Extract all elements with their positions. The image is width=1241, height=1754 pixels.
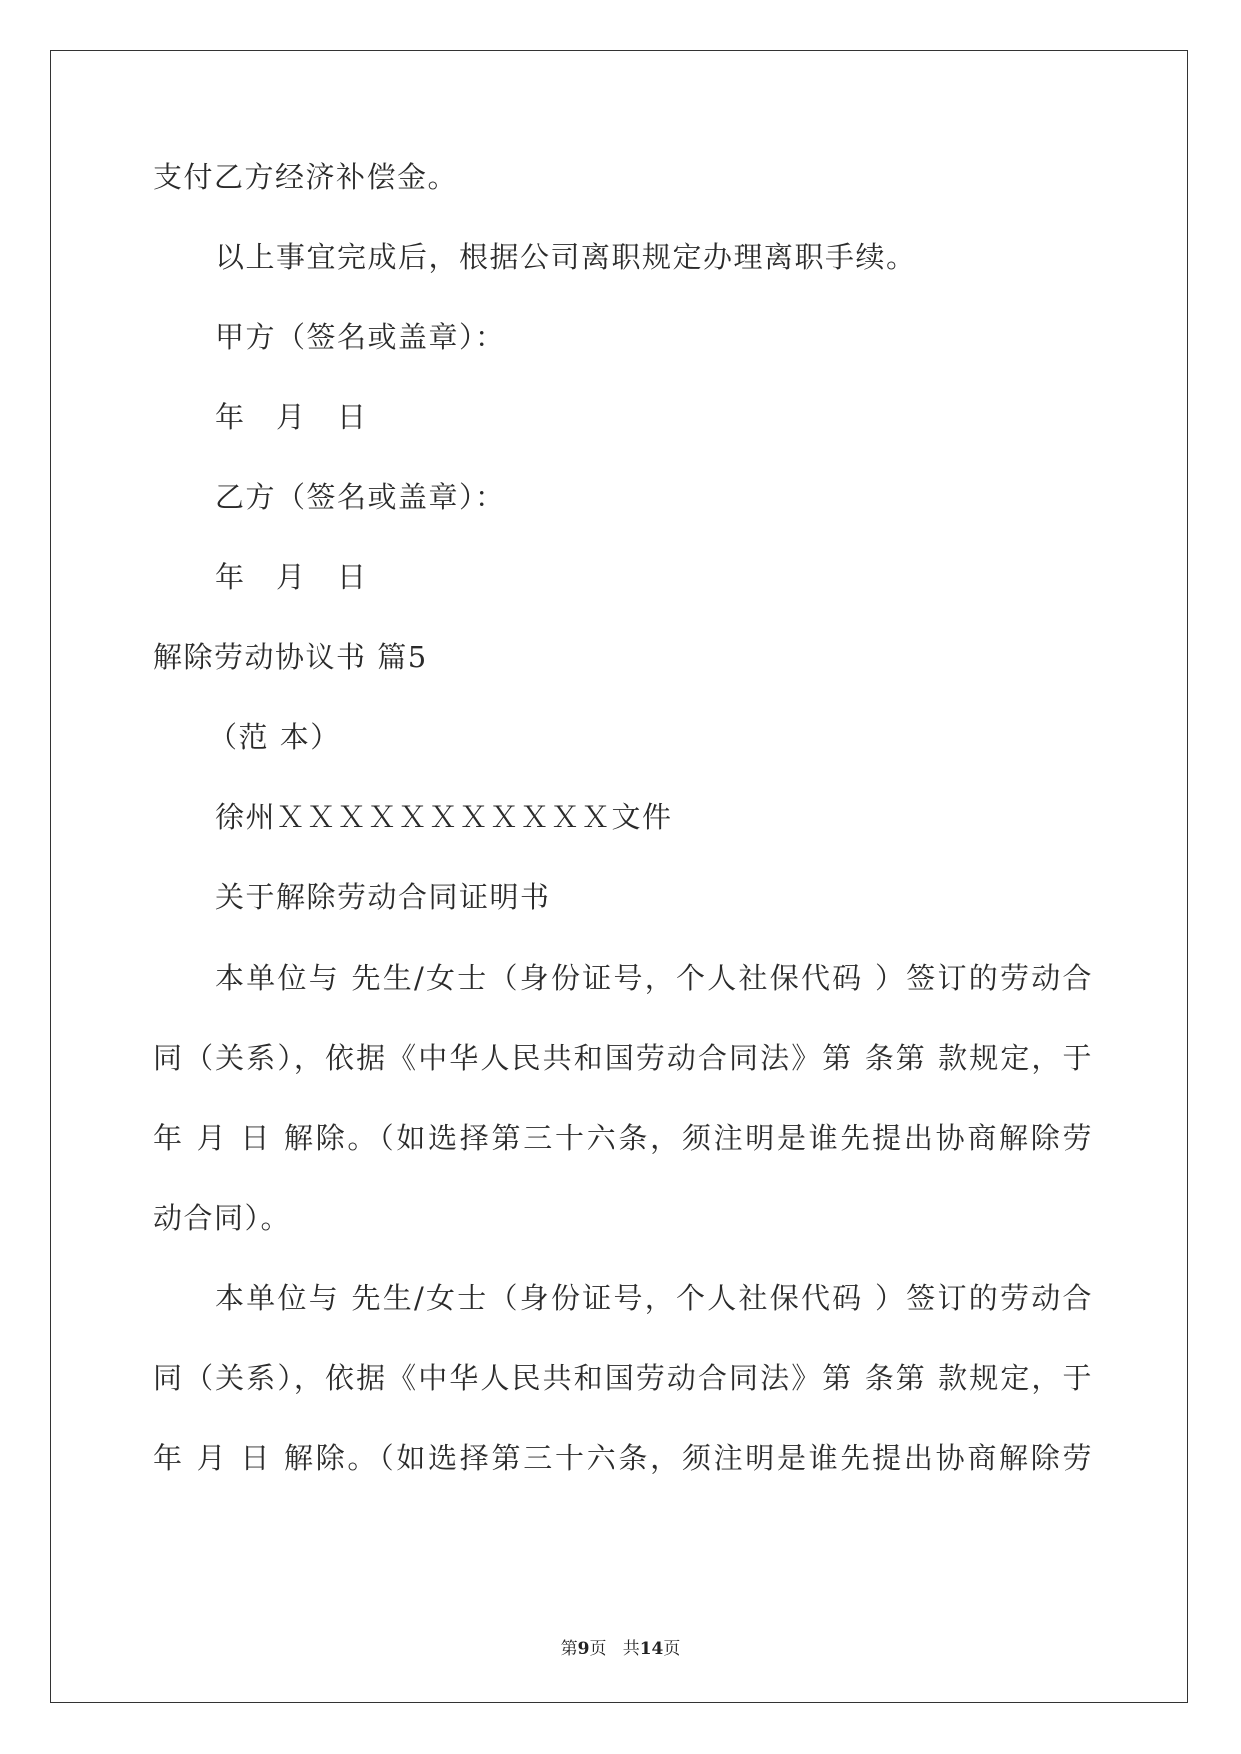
date-line: 年 月 日 [215,560,368,594]
footer-total-prefix: 共 [622,1639,640,1659]
paragraph-line: 年 月 日 解除。（如选择第三十六条，须注明是谁先提出协商解除劳 [153,1441,1093,1475]
total-pages-number: 14 [639,1639,664,1659]
paragraph-line: 同（关系），依据《中华人民共和国劳动合同法》第 条第 款规定，于 [153,1041,1093,1075]
document-title: 徐州ＸＸＸＸＸＸＸＸＸＸＸ文件 [215,800,673,834]
paragraph-line: 支付乙方经济补偿金。 [153,160,459,194]
date-line: 年 月 日 [215,400,368,434]
certificate-title: 关于解除劳动合同证明书 [215,880,551,914]
paragraph-line: 同（关系），依据《中华人民共和国劳动合同法》第 条第 款规定，于 [153,1361,1093,1395]
page-footer [0,1634,1241,1659]
current-page-number: 9 [577,1639,590,1659]
footer-prefix: 第 [560,1639,578,1659]
paragraph-line: 动合同）。 [153,1201,292,1235]
footer-page-suffix: 页 [589,1639,607,1659]
paragraph-line: 年 月 日 解除。（如选择第三十六条，须注明是谁先提出协商解除劳 [153,1121,1093,1155]
signature-party-b: 乙方（签名或盖章）： [215,480,506,514]
footer-total-suffix: 页 [663,1639,681,1659]
paragraph-line: 本单位与 先生/女士（身份证号，个人社保代码 ）签订的劳动合 [215,1281,1093,1315]
sample-label: （范 本） [208,720,341,754]
signature-party-a: 甲方（签名或盖章）： [215,320,506,354]
paragraph-line: 本单位与 先生/女士（身份证号，个人社保代码 ）签订的劳动合 [215,961,1093,995]
paragraph-line: 以上事宜完成后，根据公司离职规定办理离职手续。 [215,240,917,274]
section-heading: 解除劳动协议书 篇5 [153,640,428,674]
